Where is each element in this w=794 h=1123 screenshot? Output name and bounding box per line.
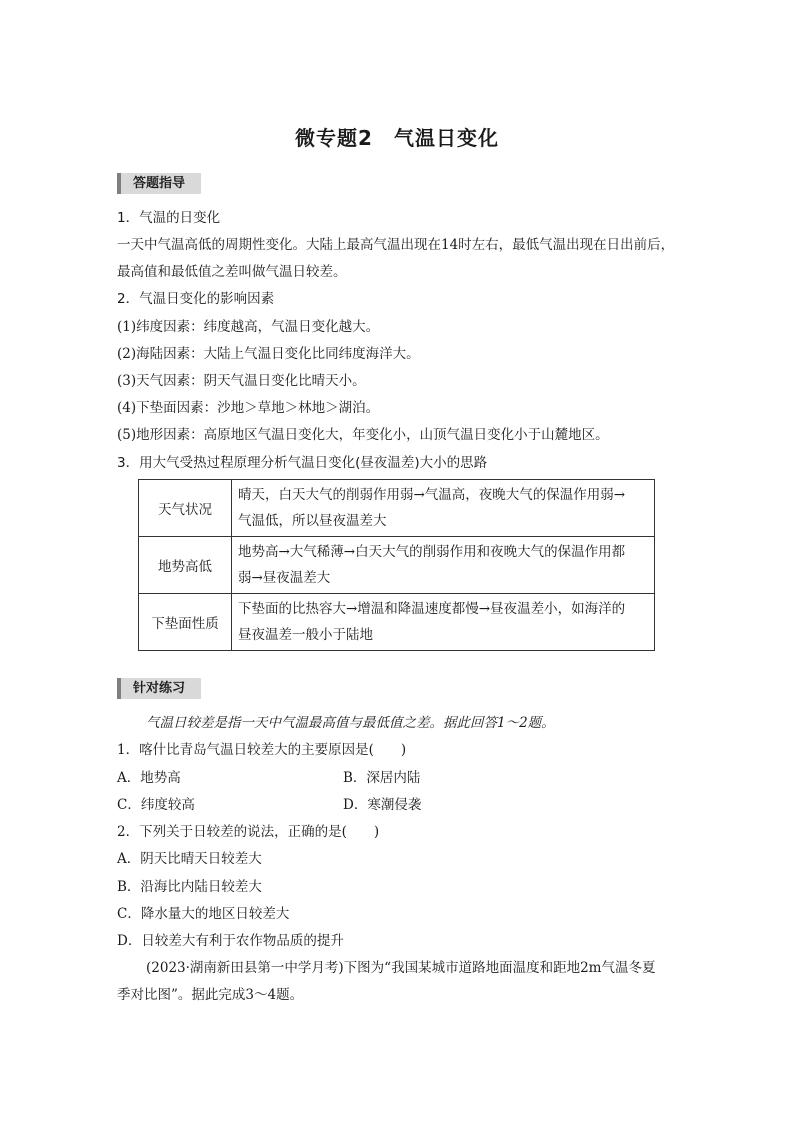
analysis-table [138, 479, 655, 651]
heading-3: 3．用大气受热过程原理分析气温日变化(昼夜温差)大小的思路 [117, 455, 488, 471]
cell-line: 弱→昼夜温差大 [238, 570, 331, 586]
factor-surface: (4)下垫面因素：沙地＞草地＞林地＞湖泊。 [117, 400, 380, 416]
question-2-option-b: B．沿海比内陆日较差大 [117, 879, 262, 895]
factor-land-sea: (2)海陆因素：大陆上气温日变化比同纬度海洋大。 [117, 346, 420, 362]
heading-2: 2．气温日变化的影响因素 [117, 291, 275, 307]
cell-line: 晴天，白天大气的削弱作用弱→气温高，夜晚大气的保温作用弱→ [238, 487, 626, 503]
table-cell-label: 天气状况 [139, 480, 232, 537]
question-1-stem: 1．喀什比青岛气温日较差大的主要原因是( ) [117, 742, 407, 758]
question-2-option-c: C．降水量大的地区日较差大 [117, 906, 290, 922]
page-title: 微专题2 气温日变化 [295, 126, 499, 150]
cell-line: 下垫面的比热容大→增温和降温速度都慢→昼夜温差小，如海洋的 [238, 601, 626, 617]
paragraph-1b: 最高值和最低值之差叫做气温日较差。 [117, 264, 347, 280]
cell-line: 气温低，所以昼夜温差大 [238, 513, 387, 529]
intro-text: 气温日较差是指一天中气温最高值与最低值之差。据此回答1～2题。 [146, 715, 555, 731]
table-row [139, 537, 655, 594]
table-cell-label: 下垫面性质 [139, 594, 232, 651]
intro-text-2b: 季对比图”。据此完成3～4题。 [117, 987, 304, 1003]
section-tag-guidance: 答题指导 [117, 173, 201, 194]
question-1-option-d: D．寒潮侵袭 [343, 797, 422, 813]
cell-line: 地势高→大气稀薄→白天大气的削弱作用和夜晚大气的保温作用都 [238, 544, 626, 560]
table-cell-content [232, 480, 655, 537]
cell-line: 昼夜温差一般小于陆地 [238, 627, 373, 643]
question-1-option-c: C．纬度较高 [117, 797, 195, 813]
question-2-stem: 2．下列关于日较差的说法，正确的是( ) [117, 824, 380, 840]
question-1-option-a: A．地势高 [117, 770, 181, 786]
section-tag-practice: 针对练习 [117, 678, 201, 699]
factor-terrain: (5)地形因素：高原地区气温日变化大，年变化小，山顶气温日变化小于山麓地区。 [117, 427, 609, 443]
heading-1: 1．气温的日变化 [117, 210, 221, 226]
table-row [139, 480, 655, 537]
question-2-option-a: A．阴天比晴天日较差大 [117, 851, 262, 867]
factor-latitude: (1)纬度因素：纬度越高，气温日变化越大。 [117, 319, 380, 335]
intro-text-2a: (2023·湖南新田县第一中学月考)下图为“我国某城市道路地面温度和距地2m气温冬夏 [146, 960, 656, 976]
paragraph-1a: 一天中气温高低的周期性变化。大陆上最高气温出现在14时左右，最低气温出现在日出前后， [117, 237, 675, 253]
table-row [139, 594, 655, 651]
table-cell-label: 地势高低 [139, 537, 232, 594]
question-1-option-b: B．深居内陆 [343, 770, 421, 786]
table-cell-content [232, 537, 655, 594]
factor-weather: (3)天气因素：阴天气温日变化比晴天小。 [117, 373, 366, 389]
question-2-option-d: D．日较差大有利于农作物品质的提升 [117, 933, 344, 949]
table-cell-content [232, 594, 655, 651]
